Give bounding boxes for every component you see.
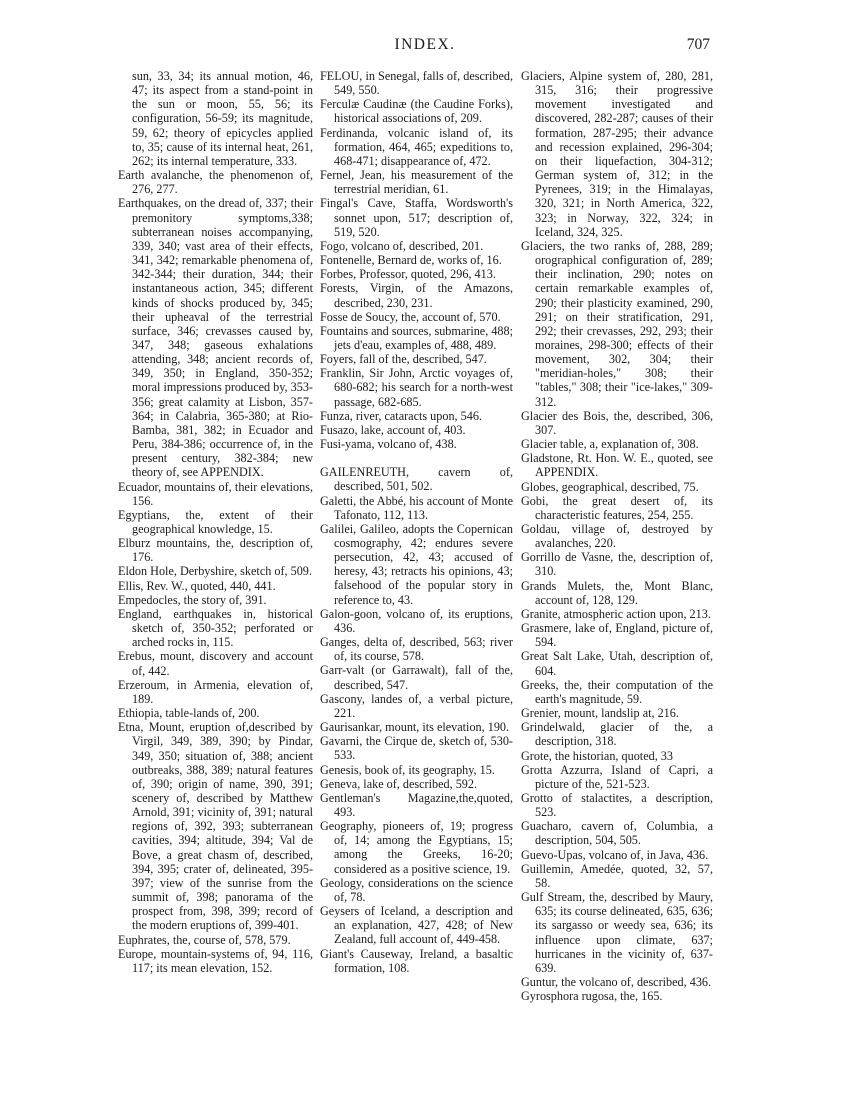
- index-entry: Glaciers, the two ranks of, 288, 289; orographical configuration of, 289; their inclination, 290; notes on certain remarkable examples of, 290; their plasticity examined, 290, 291; on their stratification, 291, 292; their crevasses, 292, 293; their moraines, 298-300; effects of their movement, 302, 304; their "meridian-holes," 308; their "tables," 308; their "ice-lakes," 309-312.: [521, 238, 713, 409]
- index-entry: Gladstone, Rt. Hon. W. E., quoted, see APPENDIX.: [521, 451, 713, 480]
- index-entry: Ellis, Rev. W., quoted, 440, 441.: [118, 578, 276, 593]
- index-entry: Galon-goon, volcano of, its eruptions, 436.: [320, 606, 513, 635]
- index-entry: Globes, geographical, described, 75.: [521, 479, 699, 494]
- index-entry: Egyptians, the, extent of their geographical knowledge, 15.: [118, 507, 313, 536]
- index-entry: Grands Mulets, the, Mont Blanc, account of, 128, 129.: [521, 578, 713, 607]
- index-entry: Geography, pioneers of, 19; progress of, 14; among the Egyptians, 15; among the Greeks, 16-20; considered as a positive science, 19.: [320, 819, 513, 876]
- index-entry: Forests, Virgin, of the Amazons, described, 230, 231.: [320, 281, 513, 310]
- index-entry: Forbes, Professor, quoted, 296, 413.: [320, 267, 496, 282]
- index-entry: Ganges, delta of, described, 563; river of, its course, 578.: [320, 635, 513, 664]
- index-entry: Geysers of Iceland, a description and an explanation, 427, 428; of New Zealand, full account of, 449-458.: [320, 904, 513, 947]
- index-entry: Grenier, mount, landslip at, 216.: [521, 706, 679, 721]
- index-entry: Great Salt Lake, Utah, description of, 604.: [521, 649, 713, 678]
- index-entry: Fontenelle, Bernard de, works of, 16.: [320, 253, 502, 268]
- index-entry: Glacier table, a, explanation of, 308.: [521, 437, 699, 452]
- index-entry: Greeks, the, their computation of the earth's magnitude, 59.: [521, 677, 713, 706]
- page-title: INDEX.: [394, 36, 456, 53]
- index-entry: Guacharo, cavern of, Columbia, a description, 504, 505.: [521, 819, 713, 848]
- index-entry: Fernel, Jean, his measurement of the terrestrial meridian, 61.: [320, 168, 513, 197]
- index-entry: Glacier des Bois, the, described, 306, 307.: [521, 408, 713, 437]
- index-entry: Giant's Causeway, Ireland, a basaltic formation, 108.: [320, 946, 513, 975]
- index-entry: Erzeroum, in Armenia, elevation of, 189.: [118, 677, 313, 706]
- index-entry: Etna, Mount, eruption of,described by Virgil, 349, 389, 390; by Pindar, 349, 350; situation of, 388; ancient outbreaks, 388, 389; natural features of, 390; origin of name, 390, 391; scenery of, described by Matthew Arnold, 391; vicinity of, 391; natural regions of, 392, 393; subterranean cavities, 394; altitude, 394; Val de Bove, a great chasm of, described, 394, 395; crater of, delineated, 395-397; view of the sunrise from the summit of, 398; panorama of the prospect from, 398, 399; record of the modern eruptions of, 399-401.: [118, 720, 313, 933]
- index-entry: Fosse de Soucy, the, account of, 570.: [320, 309, 501, 324]
- index-entry: Fusi-yama, volcano of, 438.: [320, 437, 457, 452]
- index-entry: Geology, considerations on the science of, 78.: [320, 875, 513, 904]
- index-entry: Euphrates, the, course of, 578, 579.: [118, 932, 291, 947]
- index-entry: Grotta Azzurra, Island of Capri, a picture of the, 521-523.: [521, 762, 713, 791]
- index-entry: Gorrillo de Vasne, the, description of, 310.: [521, 550, 713, 579]
- index-column-1: [118, 69, 313, 975]
- index-entry: Franklin, Sir John, Arctic voyages of, 680-682; his search for a north-west passage, 682-685.: [320, 366, 513, 409]
- index-entry: Geneva, lake of, described, 592.: [320, 776, 478, 791]
- index-entry: Guillemin, Amedée, quoted, 32, 57, 58.: [521, 861, 713, 890]
- index-entry: FELOU, in Senegal, falls of, described, 549, 550.: [320, 69, 513, 98]
- page-number: 707: [686, 36, 710, 53]
- index-entry: Granite, atmospheric action upon, 213.: [521, 606, 711, 621]
- index-entry: Guevo-Upas, volcano of, in Java, 436.: [521, 847, 709, 862]
- index-entry: Gavarni, the Cirque de, sketch of, 530-533.: [320, 734, 513, 763]
- index-entry: Foyers, fall of the, described, 547.: [320, 352, 487, 367]
- index-column-2: [320, 69, 513, 975]
- index-entry: Grote, the historian, quoted, 33: [521, 748, 673, 763]
- index-entry: Galilei, Galileo, adopts the Copernican cosmography, 42; endures severe persecution, 42, 43; accused of heresy, 43; retracts his opinions, 43; falsehood of the popular story in reference to, 43.: [320, 521, 513, 607]
- index-entry: Grotto of stalactites, a description, 523.: [521, 790, 713, 820]
- index-entry: sun, 33, 34; its annual motion, 46, 47; its aspect from a stand-point in the sun or moon, 55, 56; its configuration, 56-59; its magnitude, 59, 62; theory of epicycles applied to, 35; cause of its internal heat, 261, 262; its internal temperature, 333.: [132, 69, 313, 168]
- index-entry: Guntur, the volcano of, described, 436.: [521, 975, 712, 989]
- index-entry: Galetti, the Abbé, his account of Monte Tafonato, 112, 113.: [320, 493, 513, 522]
- index-entry: Fusazo, lake, account of, 403.: [320, 422, 466, 437]
- index-entry: Glaciers, Alpine system of, 280, 281, 315, 316; their progressive movement investigated and discovered, 282-287; causes of their formation, 287-295; their advance and recession explained, 296-304; on their liquefaction, 304-312; German system of, 312; in the Pyrenees, 319; in the Himalayas, 320, 321; in North America, 322, 323; in Norway, 322, 324; in Iceland, 324, 325.: [521, 69, 713, 239]
- index-entry: Goldau, village of, destroyed by avalanches, 220.: [521, 522, 713, 551]
- index-entry: Gobi, the great desert of, its characteristic features, 254, 255.: [521, 493, 713, 522]
- index-entry: England, earthquakes in, historical sketch of, 350-352; perforated or arched rocks in, 115.: [118, 606, 313, 650]
- index-entry: Garr-valt (or Garrawalt), fall of the, described, 547.: [320, 663, 513, 692]
- index-entry: Gaurisankar, mount, its elevation, 190.: [320, 720, 510, 735]
- index-entry: Elburz mountains, the, description of, 176.: [118, 536, 313, 565]
- index-entry: Fingal's Cave, Staffa, Wordsworth's sonnet upon, 517; description of, 519, 520.: [320, 196, 513, 239]
- index-entry: Gulf Stream, the, described by Maury, 635; its course delineated, 635, 636; its sargasso or weedy sea, 636; its influence upon climate, 637; hurricanes in the vicinity of, 637-639.: [521, 890, 713, 975]
- index-entry: Ethiopia, table-lands of, 200.: [118, 706, 260, 721]
- index-entry: Genesis, book of, its geography, 15.: [320, 762, 495, 777]
- index-column-3: [521, 69, 713, 1003]
- index-entry: Fountains and sources, submarine, 488; jets d'eau, examples of, 488, 489.: [320, 323, 513, 352]
- index-entry: Gyrosphora rugosa, the, 165.: [521, 989, 663, 1004]
- index-entry: Ferculæ Caudinæ (the Caudine Forks), historical associations of, 209.: [320, 97, 513, 126]
- index-entry: GAILENREUTH, cavern of, described, 501, 502.: [320, 465, 513, 494]
- index-entry: Grasmere, lake of, England, picture of, 594.: [521, 621, 713, 650]
- index-entry: Earthquakes, on the dread of, 337; their premonitory symptoms,338; subterranean noises accompanying, 339, 340; vast area of their effects, 341, 342; remarkable phenomena of, 342-344; their duration, 344; their instantaneous action, 345; different kinds of shocks produced by, 345; their upheaval of the terrestrial surface, 346; crevasses caused by, 347, 348; gaseous exhalations attending, 348; ancient records of, 349, 350; in England, 350-352; moral impressions produced by, 353-356; great calamity at Lisbon, 357-364; in Calabria, 365-380; at Rio-Bamba, 381, 382; in Ecuador and Peru, 384-386; occurrence of, in the present century, 382-384; new theory of, see APPENDIX.: [118, 196, 313, 480]
- index-entry: Europe, mountain-systems of, 94, 116, 117; its mean elevation, 152.: [118, 946, 313, 975]
- index-entry: Funza, river, cataracts upon, 546.: [320, 408, 482, 423]
- index-entry: Eldon Hole, Derbyshire, sketch of, 509.: [118, 564, 312, 579]
- index-entry: Earth avalanche, the phenomenon of, 276, 277.: [118, 168, 313, 197]
- index-entry: Fogo, volcano of, described, 201.: [320, 238, 484, 253]
- index-entry: Grindelwald, glacier of the, a description, 318.: [521, 720, 713, 749]
- index-entry: Erebus, mount, discovery and account of, 442.: [118, 649, 313, 678]
- index-entry: Ecuador, mountains of, their elevations, 156.: [118, 479, 313, 508]
- index-entry: Empedocles, the story of, 391.: [118, 592, 267, 607]
- index-entry: Gascony, landes of, a verbal picture, 221.: [320, 691, 513, 720]
- index-entry: Ferdinanda, volcanic island of, its formation, 464, 465; expeditions to, 468-471; disappearance of, 472.: [320, 125, 513, 168]
- index-entry: Gentleman's Magazine,the,quoted, 493.: [320, 790, 513, 819]
